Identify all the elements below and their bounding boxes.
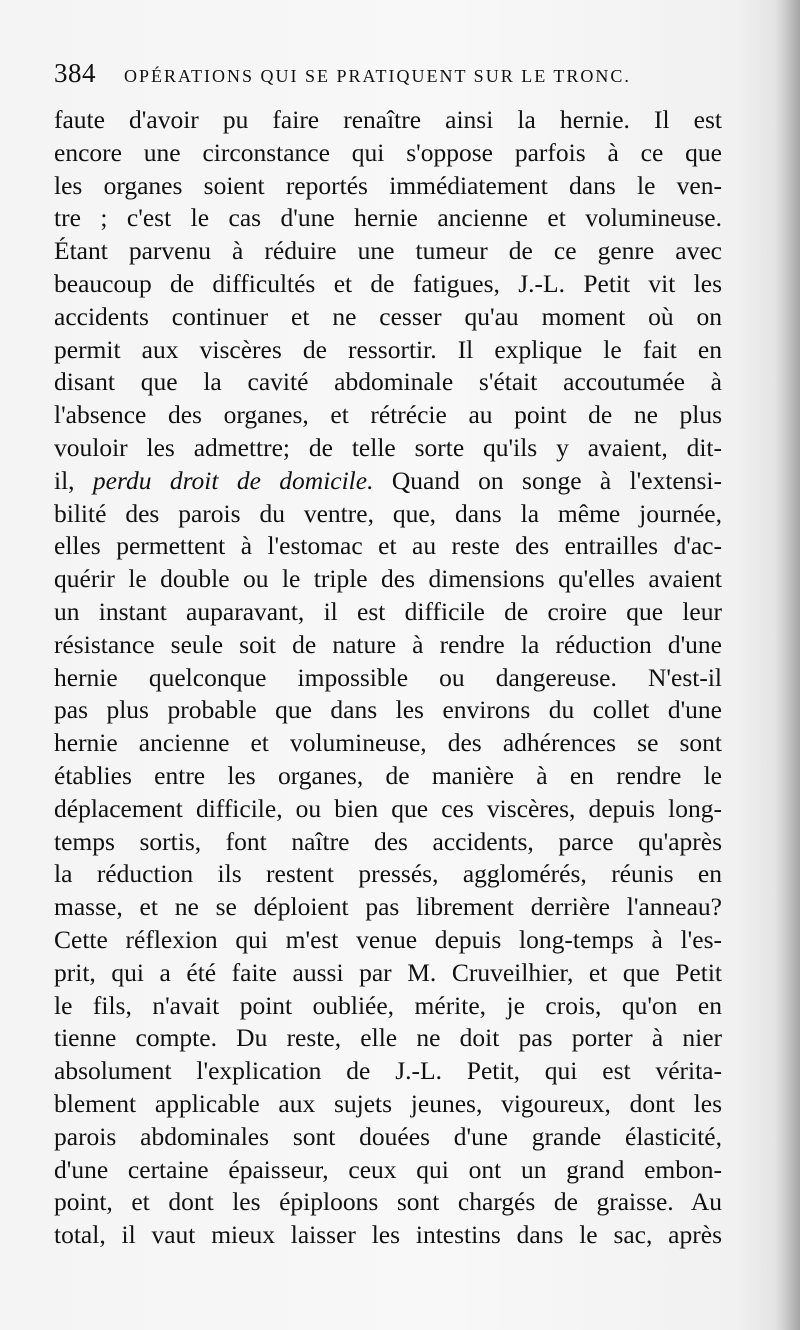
text-line: hernie quelconque impossible ou dangereuse. N'est-il bbox=[54, 662, 722, 692]
text-line: tre ; c'est le cas d'une hernie ancienne et volumineuse. bbox=[54, 203, 722, 233]
text-line: Étant parvenu à réduire une tumeur de ce genre avec bbox=[54, 236, 722, 266]
text-line: permit aux viscères de ressortir. Il explique le fait en bbox=[54, 334, 722, 364]
running-head: OPÉRATIONS QUI SE PRATIQUENT SUR LE TRONC. bbox=[124, 66, 631, 86]
text-line: accidents continuer et ne cesser qu'au moment où on bbox=[54, 301, 722, 331]
text-line-with-italic bbox=[54, 465, 722, 498]
text-line: bilité des parois du ventre, que, dans la même journée, bbox=[54, 498, 722, 528]
text-line: d'une certaine épaisseur, ceux qui ont un grand embon- bbox=[54, 1154, 722, 1184]
text-line: résistance seule soit de nature à rendre la réduction d'une bbox=[54, 629, 722, 659]
italic-phrase: perdu droit de domicile. bbox=[92, 465, 374, 495]
text-line: disant que la cavité abdominale s'était accoutumée à bbox=[54, 367, 722, 397]
text-line: temps sortis, font naître des accidents, parce qu'après bbox=[54, 826, 722, 856]
text-line: parois abdominales sont douées d'une grande élasticité, bbox=[54, 1121, 722, 1151]
text-line: prit, qui a été faite aussi par M. Cruveilhier, et que Petit bbox=[54, 957, 722, 987]
page-header bbox=[54, 58, 744, 92]
text-line: faute d'avoir pu faire renaître ainsi la hernie. Il est bbox=[54, 105, 722, 134]
text-line: les organes soient reportés immédiatement dans le ven- bbox=[54, 170, 722, 200]
text-line: un instant auparavant, il est difficile de croire que leur bbox=[54, 596, 722, 626]
text-line: total, il vaut mieux laisser les intestins dans le sac, après bbox=[54, 1220, 722, 1250]
text-line: la réduction ils restent pressés, agglomérés, réunis en bbox=[54, 859, 722, 889]
body-text bbox=[54, 104, 722, 1252]
text-fragment: il, bbox=[54, 465, 93, 495]
text-line: hernie ancienne et volumineuse, des adhérences se sont bbox=[54, 728, 722, 758]
text-line: quérir le double ou le triple des dimensions qu'elles avaient bbox=[54, 564, 722, 594]
text-line: blement applicable aux sujets jeunes, vigoureux, dont les bbox=[54, 1088, 722, 1118]
text-line: elles permettent à l'estomac et au reste des entrailles d'ac- bbox=[54, 531, 722, 561]
text-line: masse, et ne se déploient pas librement derrière l'anneau? bbox=[54, 892, 722, 922]
text-line: vouloir les admettre; de telle sorte qu'ils y avaient, dit- bbox=[54, 432, 722, 462]
text-line: point, et dont les épiploons sont chargés de graisse. Au bbox=[54, 1187, 722, 1217]
text-line: beaucoup de difficultés et de fatigues, J.-L. Petit vit les bbox=[54, 268, 722, 298]
text-fragment: Quand on songe à l'extensi- bbox=[373, 465, 722, 495]
text-line: établies entre les organes, de manière à en rendre le bbox=[54, 760, 722, 790]
page-number: 384 bbox=[54, 58, 96, 88]
text-line: déplacement difficile, ou bien que ces viscères, depuis long- bbox=[54, 793, 722, 823]
text-line: tienne compte. Du reste, elle ne doit pas porter à nier bbox=[54, 1023, 722, 1053]
text-line: le fils, n'avait point oubliée, mérite, je crois, qu'on en bbox=[54, 990, 722, 1020]
text-line: absolument l'explication de J.-L. Petit, qui est vérita- bbox=[54, 1056, 722, 1086]
text-line: l'absence des organes, et rétrécie au point de ne plus bbox=[54, 400, 722, 430]
text-line: encore une circonstance qui s'oppose parfois à ce que bbox=[54, 137, 722, 167]
text-line: Cette réflexion qui m'est venue depuis long-temps à l'es- bbox=[54, 924, 722, 954]
text-line: pas plus probable que dans les environs du collet d'une bbox=[54, 695, 722, 725]
